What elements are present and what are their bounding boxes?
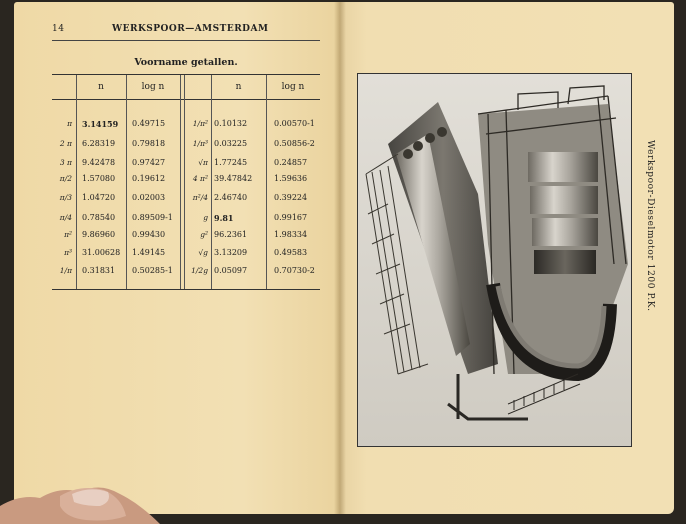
column-header: log n — [141, 82, 165, 92]
table-cell-sym1: π/3 — [59, 193, 72, 202]
table-cell-sym2: √g — [198, 248, 208, 257]
column-header: n — [98, 82, 104, 92]
table-cell-n1: 3.14159 — [82, 119, 119, 129]
table-cell-n2: 2.46740 — [214, 193, 248, 202]
table-cell-n2: 0.03225 — [214, 139, 248, 148]
table-cell-n1: 9.86960 — [82, 230, 116, 239]
table-cell-log1: 0.89509-1 — [132, 213, 173, 222]
plate-caption — [641, 140, 655, 360]
table-cell-sym1: 1/π — [59, 266, 72, 275]
running-head-title: WERKSPOOR—AMSTERDAM — [112, 24, 269, 34]
table-cell-n2: 0.05097 — [214, 266, 248, 275]
table-cell-n1: 0.78540 — [82, 213, 116, 222]
table-cell-n1: 31.00628 — [82, 248, 121, 257]
plate-caption-text: Werkspoor-Dieselmotor 1200 P.K. — [645, 140, 655, 312]
table-cell-sym1: π — [67, 119, 72, 128]
table-cell-n2: 96.2361 — [214, 230, 248, 239]
column-divider — [76, 75, 77, 289]
column-divider — [211, 75, 212, 289]
table-cell-sym1: π² — [64, 230, 72, 239]
table-cell-log2: 1.98334 — [274, 230, 308, 239]
table-cell-sym2: 1/π² — [192, 119, 208, 128]
column-divider — [126, 75, 127, 289]
column-header: n — [235, 82, 242, 92]
table-cell-log1: 0.79818 — [132, 139, 166, 148]
table-cell-log1: 0.02003 — [132, 193, 166, 202]
table-cell-log1: 0.19612 — [132, 174, 166, 183]
table-cell-log2: 1.59636 — [274, 174, 308, 183]
table-cell-log2: 0.49583 — [274, 248, 308, 257]
table-cell-sym2: 1/2g — [191, 266, 208, 275]
table-cell-sym1: 2 π — [59, 139, 72, 148]
running-head — [52, 22, 317, 38]
table-cell-sym1: π³ — [64, 248, 72, 257]
thumb-image — [0, 476, 170, 524]
table-cell-sym1: 3 π — [59, 158, 72, 167]
column-divider — [180, 75, 185, 289]
engine-illustration — [358, 74, 631, 446]
table-cell-sym1: π/2 — [59, 174, 72, 183]
table-cell-log1: 0.99430 — [132, 230, 166, 239]
table-title: Voorname getallen. — [134, 57, 238, 68]
table-cell-log2: 0.99167 — [274, 213, 308, 222]
table-cell-n2: 39.47842 — [214, 174, 253, 183]
table-cell-sym2: √π — [198, 158, 208, 167]
column-divider — [266, 75, 267, 289]
engine-photograph — [357, 73, 632, 447]
table-cell-log2: 0.00570-1 — [274, 119, 315, 128]
header-rule — [52, 40, 320, 41]
table-cell-log1: 1.49145 — [132, 248, 166, 257]
constants-table — [52, 74, 320, 290]
table-cell-n1: 1.04720 — [82, 193, 116, 202]
table-cell-n1: 0.31831 — [82, 266, 116, 275]
table-cell-n2: 0.10132 — [214, 119, 248, 128]
column-header: log n — [281, 82, 305, 92]
table-cell-log2: 0.70730-2 — [274, 266, 315, 275]
book-gutter — [334, 2, 346, 514]
table-cell-log2: 0.39224 — [274, 193, 308, 202]
table-cell-log1: 0.97427 — [132, 158, 166, 167]
table-cell-log2: 0.50856-2 — [274, 139, 315, 148]
page-number: 14 — [52, 24, 65, 34]
table-cell-log1: 0.50285-1 — [132, 266, 173, 275]
table-cell-sym2: g² — [200, 230, 208, 239]
table-cell-n1: 6.28319 — [82, 139, 116, 148]
table-cell-log2: 0.24857 — [274, 158, 308, 167]
table-cell-n1: 9.42478 — [82, 158, 116, 167]
table-cell-sym2: g — [203, 213, 208, 222]
table-cell-sym2: 4 π² — [192, 174, 208, 183]
table-cell-n1: 1.57080 — [82, 174, 116, 183]
table-cell-n2: 3.13209 — [214, 248, 248, 257]
table-cell-n2: 9.81 — [214, 213, 234, 223]
table-cell-log1: 0.49715 — [132, 119, 166, 128]
table-header-rule — [52, 99, 320, 100]
table-cell-sym2: π²/4 — [192, 193, 208, 202]
table-cell-n2: 1.77245 — [214, 158, 248, 167]
table-cell-sym2: 1/π³ — [192, 139, 208, 148]
table-cell-sym1: π/4 — [59, 213, 72, 222]
